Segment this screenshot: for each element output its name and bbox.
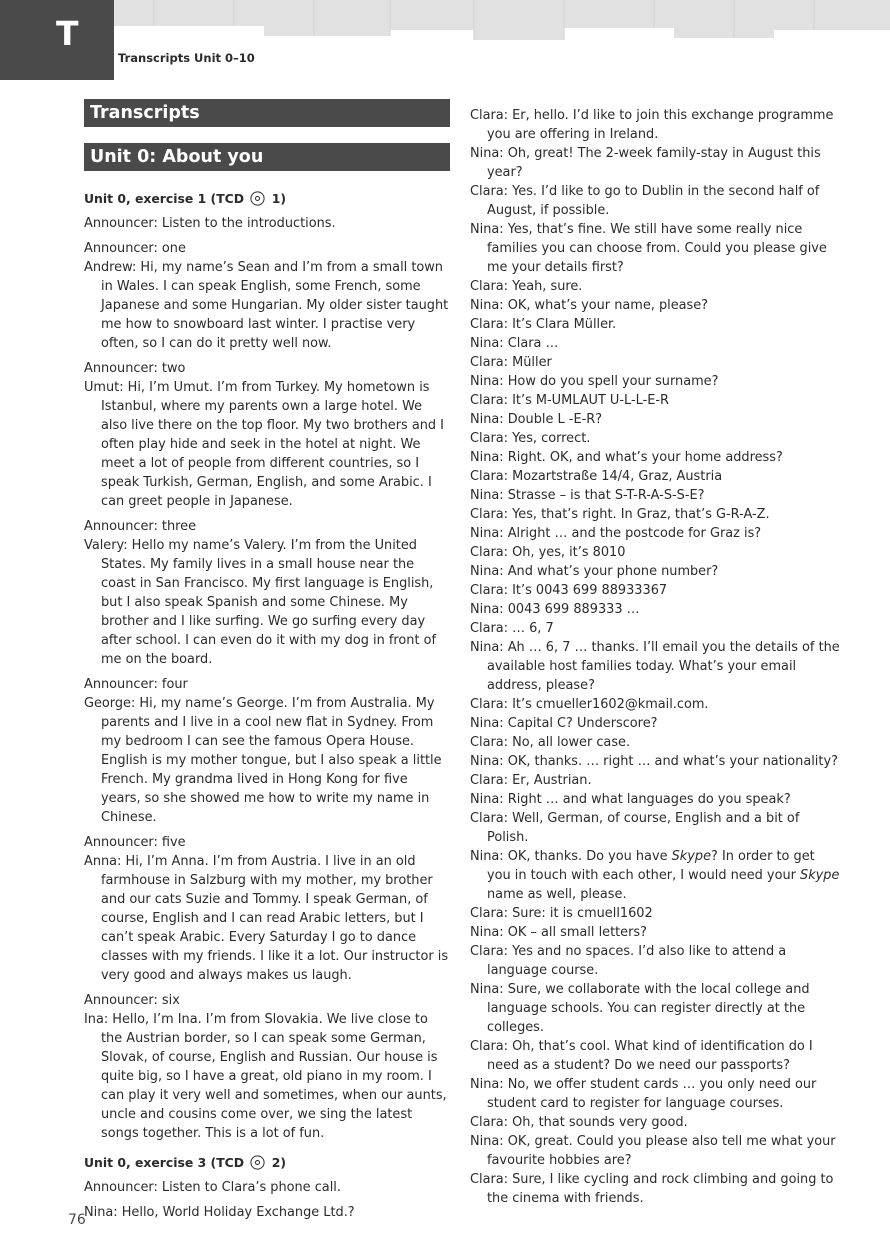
section-title: Transcripts xyxy=(84,99,450,127)
section-tab-letter: T xyxy=(56,14,79,53)
left-column xyxy=(84,99,450,1222)
transcript-line: Nina: And what’s your phone number? xyxy=(470,564,719,579)
transcript-line: Clara: Yes and no spaces. I’d also like to attend a language course. xyxy=(470,944,787,978)
transcript-line: Nina: Yes, that’s fine. We still have some really nice families you can choose from. Could you please give me your details first? xyxy=(470,222,827,275)
transcript-line: Clara: No, all lower case. xyxy=(470,735,631,750)
transcript-line: Clara: Yes, correct. xyxy=(470,431,591,446)
transcript-line: Nina: Double L -E-R? xyxy=(470,412,603,427)
transcript-line: Announcer: one xyxy=(84,241,186,256)
transcript-line: Clara: Sure: it is cmuell1602 xyxy=(470,906,653,921)
transcript-line: Nina: OK, great. Could you please also tell me what your favourite hobbies are? xyxy=(470,1134,836,1168)
transcript-line: Clara: It’s cmueller1602@kmail.com. xyxy=(470,697,709,712)
transcript-line: Announcer: three xyxy=(84,519,197,534)
transcript-line: Announcer: two xyxy=(84,361,186,376)
transcript-line: Clara: It’s Clara Müller. xyxy=(470,317,617,332)
transcript-line: Clara: Well, German, of course, English and a bit of Polish. xyxy=(470,811,800,845)
transcript-line: Nina: OK, thanks. … right … and what’s your nationality? xyxy=(470,754,838,769)
transcript-line: Clara: Oh, yes, it’s 8010 xyxy=(470,545,626,560)
transcript-line: Clara: Mozartstraße 14/4, Graz, Austria xyxy=(470,469,723,484)
transcript-line: Nina: Capital C? Underscore? xyxy=(470,716,658,731)
transcript-line: Nina: No, we offer student cards … you only need our student card to register for language courses. xyxy=(470,1077,817,1111)
transcript-line: Announcer: Listen to Clara’s phone call. xyxy=(84,1180,341,1195)
transcript-line: Nina: Ah … 6, 7 … thanks. I’ll email you the details of the available host families today. What’s your email address, please? xyxy=(470,640,840,693)
transcript-line: Nina: OK, what’s your name, please? xyxy=(470,298,709,313)
transcript-line: Clara: Yes, that’s right. In Graz, that’s G-R-A-Z. xyxy=(470,507,770,522)
transcript-line: George: Hi, my name’s George. I’m from Australia. My parents and I live in a cool new flat in Sydney. From my bedroom I can see the famous Opera House. English is my mother tongue, but I also speak a little French. My grandma lived in Hong Kong for five years, so she showed me how to write my name in Chinese. xyxy=(84,696,442,825)
transcript-line: Ina: Hello, I’m Ina. I’m from Slovakia. We live close to the Austrian border, so I can speak some German, Slovak, of course, English and Russian. Our house is quite big, so I have a great, old piano in my room. I can play it very well and sometimes, when our aunts, uncle and cousins come over, we sing the latest songs together. This is a lot of fun. xyxy=(84,1012,447,1141)
transcript-line: Nina: Hello, World Holiday Exchange Ltd.? xyxy=(84,1205,355,1220)
track-number: 2) xyxy=(271,1155,286,1170)
transcript-line: Clara: It’s M-UMLAUT U-L-L-E-R xyxy=(470,393,669,408)
transcript-line: Clara: Oh, that sounds very good. xyxy=(470,1115,688,1130)
transcript-line: Nina: OK – all small letters? xyxy=(470,925,647,940)
transcript-line: Announcer: six xyxy=(84,993,180,1008)
page-number: 76 xyxy=(68,1212,86,1228)
exercise-label: Unit 0, exercise 3 (TCD xyxy=(84,1155,245,1170)
header-decoration xyxy=(114,0,890,44)
transcript-line: Nina: Clara … xyxy=(470,336,559,351)
exercise-transcript xyxy=(84,214,450,1143)
transcript-line: Clara: Sure, I like cycling and rock climbing and going to the cinema with friends. xyxy=(470,1172,834,1206)
right-column xyxy=(470,106,842,1208)
transcript-line: Clara: It’s 0043 699 88933367 xyxy=(470,583,668,598)
track-number: 1) xyxy=(271,191,286,206)
exercise-heading xyxy=(84,189,450,208)
transcript-line: Clara: Yes. I’d like to go to Dublin in the second half of August, if possible. xyxy=(470,184,820,218)
transcript-line: Nina: Alright … and the postcode for Graz is? xyxy=(470,526,762,541)
transcript-line: Nina: OK, thanks. Do you have Skype? In order to get you in touch with each other, I would need your Skype name as well, please. xyxy=(470,849,840,902)
cd-icon xyxy=(250,191,265,206)
transcript-line: Clara: Müller xyxy=(470,355,552,370)
transcript-line: Announcer: Listen to the introductions. xyxy=(84,216,336,231)
transcript-line: Clara: Oh, that’s cool. What kind of identification do I need as a student? Do we need our passports? xyxy=(470,1039,813,1073)
transcript-line: Nina: Strasse – is that S-T-R-A-S-S-E? xyxy=(470,488,705,503)
transcript-line: Nina: Right … and what languages do you speak? xyxy=(470,792,791,807)
transcript-line: Valery: Hello my name’s Valery. I’m from the United States. My family lives in a small house near the coast in San Francisco. My first language is English, but I also speak Spanish and some Chinese. My brother and I like surfing. We go surfing every day after school. I can even do it with my dog in front of me on the board. xyxy=(84,538,437,667)
transcript-line: Nina: 0043 699 889333 … xyxy=(470,602,640,617)
exercise-transcript xyxy=(84,1178,450,1222)
transcript-line: Clara: Er, Austrian. xyxy=(470,773,592,788)
transcript-line: Nina: Sure, we collaborate with the local college and language schools. You can register directly at the colleges. xyxy=(470,982,810,1035)
transcript-line: Clara: Er, hello. I’d like to join this exchange programme you are offering in Ireland. xyxy=(470,108,834,142)
transcript-line: Nina: Oh, great! The 2-week family-stay in August this year? xyxy=(470,146,821,180)
transcript-line: Nina: Right. OK, and what’s your home address? xyxy=(470,450,783,465)
running-title: Transcripts Unit 0–10 xyxy=(118,51,255,65)
transcript-line: Anna: Hi, I’m Anna. I’m from Austria. I live in an old farmhouse in Salzburg with my mother, my brother and our cats Suzie and Tommy. I speak German, of course, English and I can read Arabic letters, but I can’t speak Arabic. Every Saturday I go to dance classes with my friends. I like it a lot. Our instructor is very good and always makes us laugh. xyxy=(84,854,449,983)
transcript-line: Announcer: four xyxy=(84,677,188,692)
transcript-line: Clara: Yeah, sure. xyxy=(470,279,583,294)
unit-title: Unit 0: About you xyxy=(84,143,450,171)
section-tab xyxy=(0,0,114,80)
exercise-heading xyxy=(84,1153,450,1172)
exercise-label: Unit 0, exercise 1 (TCD xyxy=(84,191,245,206)
transcript-line: Umut: Hi, I’m Umut. I’m from Turkey. My hometown is Istanbul, where my parents own a large hotel. We also live there on the top floor. My two brothers and I often play hide and seek in the hotel at night. We meet a lot of people from different countries, so I speak Turkish, German, English, and some Arabic. I can greet people in Japanese. xyxy=(84,380,444,509)
transcript-line: Announcer: five xyxy=(84,835,186,850)
transcript-line: Nina: How do you spell your surname? xyxy=(470,374,719,389)
transcript-line: Andrew: Hi, my name’s Sean and I’m from a small town in Wales. I can speak English, some French, some Japanese and some Hungarian. My older sister taught me how to snowboard last winter. I practise very often, so I can do it pretty well now. xyxy=(84,260,449,351)
cd-icon xyxy=(250,1155,265,1170)
transcript-line: Clara: … 6, 7 xyxy=(470,621,554,636)
